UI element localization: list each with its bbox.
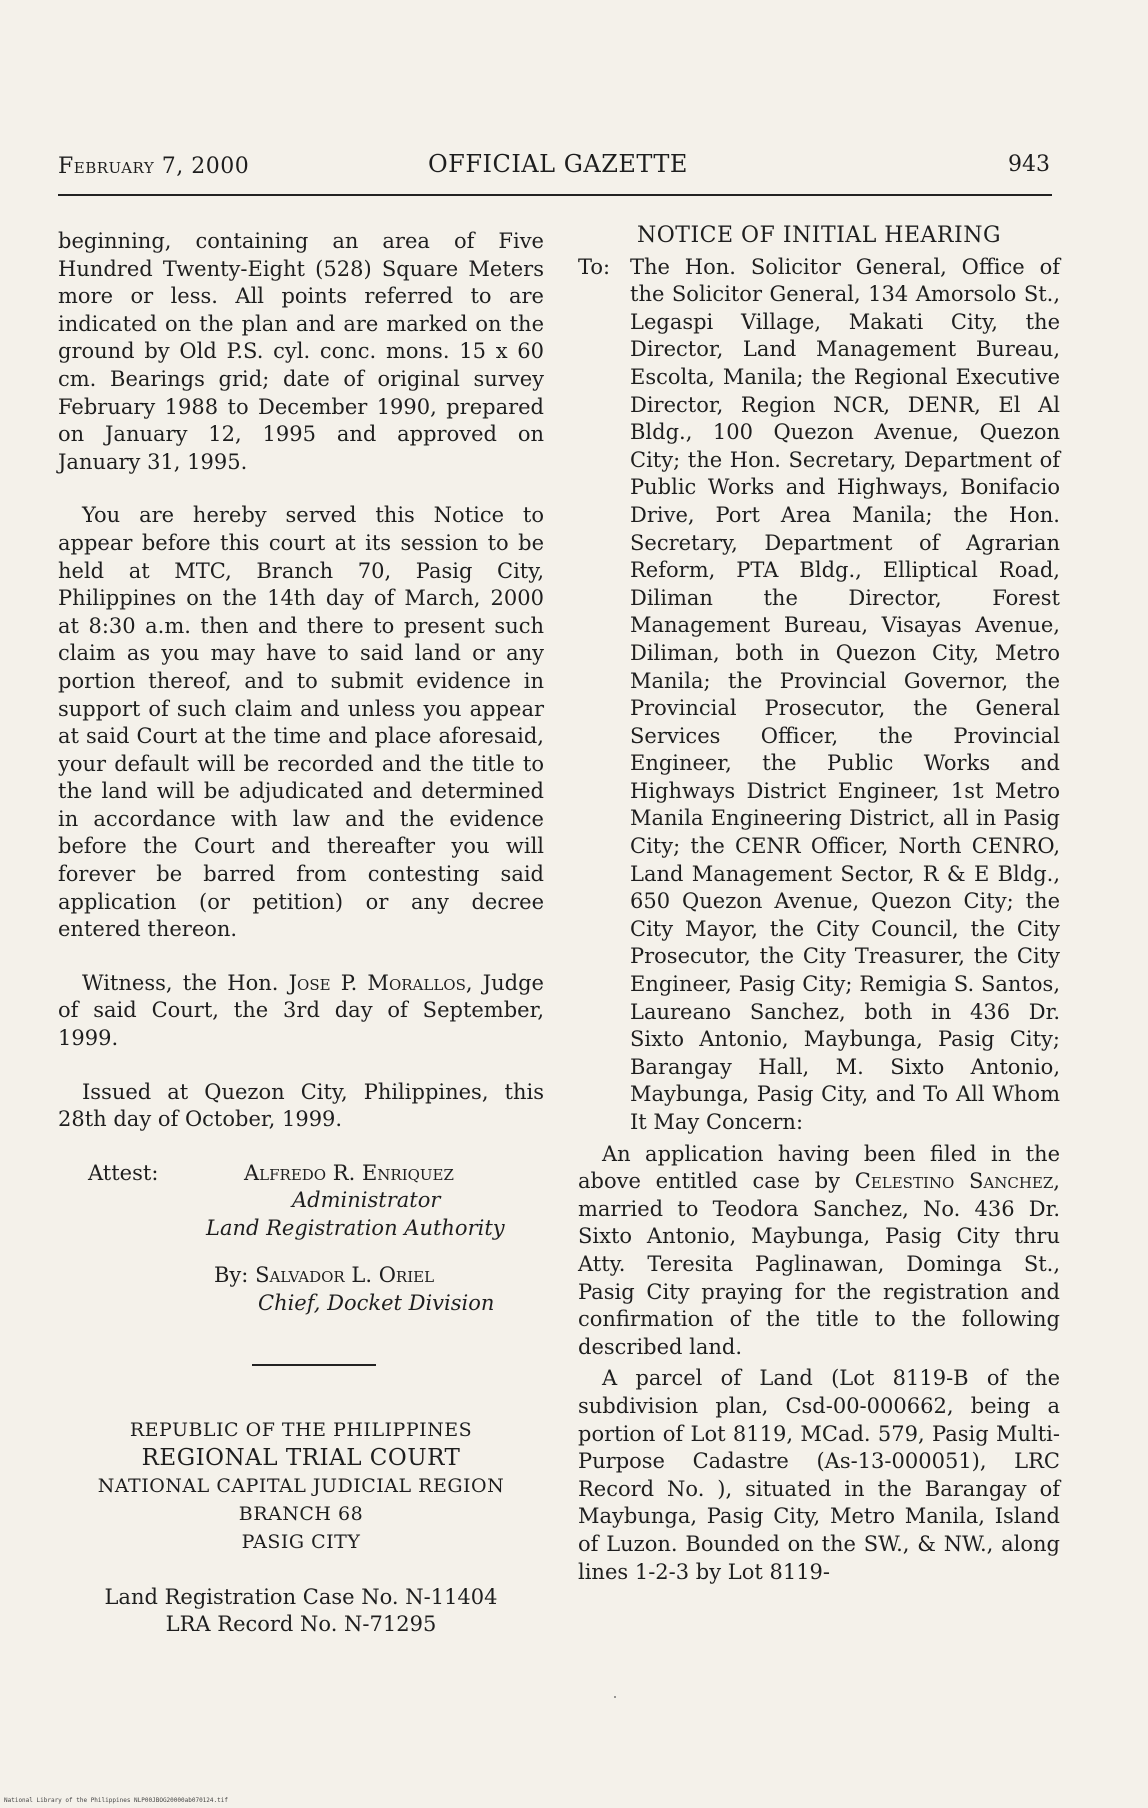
left-column: [58, 228, 544, 1638]
court-region: NATIONAL CAPITAL JUDICIAL REGION: [97, 1474, 505, 1497]
court-name: REGIONAL TRIAL COURT: [141, 1444, 461, 1471]
to-label: To:: [578, 254, 611, 279]
case-number: Land Registration Case No. N-11404: [104, 1584, 498, 1609]
land-description-paragraph: beginning, containing an area of Five Hundred Twenty-Eight (528) Square Meters more or less. All points referred to are indicated on the plan and are marked on the ground by Old P.S. cyl. conc. mons. 15 x 60 cm. Bearings grid; date of original survey February 1988 to December 1990, prepared on January 12, 1995 and approved on January 31, 1995.: [58, 229, 544, 474]
witness-paragraph: [58, 970, 544, 1053]
attest-title: Administrator: [292, 1187, 441, 1212]
attest-block: [58, 1160, 544, 1248]
by-name: Salvador L. Oriel: [255, 1262, 435, 1287]
application-suffix: married to Teodora Sanchez, No. 436 Dr. Sixto Antonio, Maybunga, Pasig City thru Atty. Teresita Paglinawan, Dominga St., Pasig City praying for the registration and confirmation of the title to the following described land.: [578, 1196, 1060, 1359]
court-branch: BRANCH 68: [238, 1502, 364, 1525]
right-column: [578, 222, 1060, 1586]
lra-record-number: LRA Record No. N-71295: [165, 1611, 437, 1636]
section-divider: [252, 1364, 376, 1366]
attest-label: Attest:: [88, 1160, 159, 1185]
issued-paragraph: Issued at Quezon City, Philippines, this 28th day of October, 1999.: [58, 1079, 544, 1132]
scan-footer: National Library of the Philippines NLP00JBOG20000ab070124.tif: [4, 1797, 228, 1804]
addressees-block: [578, 254, 1060, 1137]
witness-suffix: Judge of said Court, the 3rd day of September, 1999.: [58, 970, 544, 1051]
page-number: 943: [1008, 152, 1050, 177]
addressees-text: The Hon. Solicitor General, Office of the Solicitor General, 134 Amorsolo St., Legaspi Village, Makati City, the Director, Land Management Bureau, Escolta, Manila; the Regional Executive Director, Region NCR, DENR, El Al Bldg., 100 Quezon Avenue, Quezon City; the Hon. Secretary, Department of Public Works and Highways, Bonifacio Drive, Port Area Manila; the Hon. Secretary, Department of Agrarian Reform, PTA Bldg., Elliptical Road, Diliman the Director, Forest Management Bureau, Visayas Avenue, Diliman, both in Quezon City, Metro Manila; the Provincial Governor, the Provincial Prosecutor, the General Services Officer, the Provincial Engineer, the Public Works and Highways District Engineer, 1st Metro Manila Engineering District, all in Pasig City; the CENR Officer, North CENRO, Land Management Sector, R & E Bldg., 650 Quezon Avenue, Quezon City; the City Mayor, the City Council, the City Prosecutor, the City Treasurer, the City Engineer, Pasig City; Remigia S. Santos, Laureano Sanchez, both in 436 Dr. Sixto Antonio, Maybunga, Pasig City; Barangay Hall, M. Sixto Antonio, Maybunga, Pasig City, and To All Whom It May Concern:: [630, 254, 1060, 1134]
notice-paragraph: You are hereby served this Notice to appear before this court at its session to be held at MTC, Branch 70, Pasig City, Philippines on the 14th day of March, 2000 at 8:30 a.m. then and there to present such claim as you may have to said land or any portion thereof, and to submit evidence in support of such claim and unless you appear at said Court at the time and place aforesaid, your default will be recorded and the title to the land will be adjudicated and determined in accordance with law and the evidence before the Court and thereafter you will forever be barred from contesting said application (or petition) or any decree entered thereon.: [58, 503, 544, 942]
judge-name: Jose P. Morallos,: [288, 970, 473, 995]
page-header: [58, 148, 1050, 182]
application-paragraph: [578, 1141, 1060, 1362]
case-numbers: [58, 1584, 544, 1638]
court-city: PASIG CITY: [241, 1530, 361, 1553]
court-republic: REPUBLIC OF THE PHILIPPINES: [129, 1418, 473, 1441]
notice-title: NOTICE OF INITIAL HEARING: [636, 223, 1002, 248]
by-label: By:: [214, 1262, 249, 1287]
attest-name: Alfredo R. Enriquez: [244, 1160, 454, 1185]
witness-prefix: Witness, the Hon.: [82, 970, 279, 995]
issue-date: February 7, 2000: [58, 154, 250, 179]
application-prefix: An application having been filed in the above entitled case by: [578, 1141, 1060, 1194]
by-title: Chief, Docket Division: [258, 1290, 495, 1315]
parcel-paragraph: A parcel of Land (Lot 8119-B of the subdivision plan, Csd-00-000662, being a portion of Lot 8119, MCad. 579, Pasig Multi-Purpose Cadastre (As-13-000051), LRC Record No. ), situated in the Barangay of Maybunga, Pasig City, Metro Manila, Island of Luzon. Bounded on the SW., & NW., along lines 1-2-3 by Lot 8119-: [578, 1366, 1060, 1584]
by-block: [58, 1262, 544, 1322]
attest-org: Land Registration Authority: [206, 1215, 505, 1240]
header-rule: [58, 194, 1052, 196]
applicant-name: Celestino Sanchez,: [854, 1169, 1060, 1194]
speck: [614, 1696, 616, 1698]
publication-title: OFFICIAL GAZETTE: [428, 150, 688, 178]
court-heading: [58, 1416, 544, 1556]
by-line: [214, 1262, 434, 1290]
